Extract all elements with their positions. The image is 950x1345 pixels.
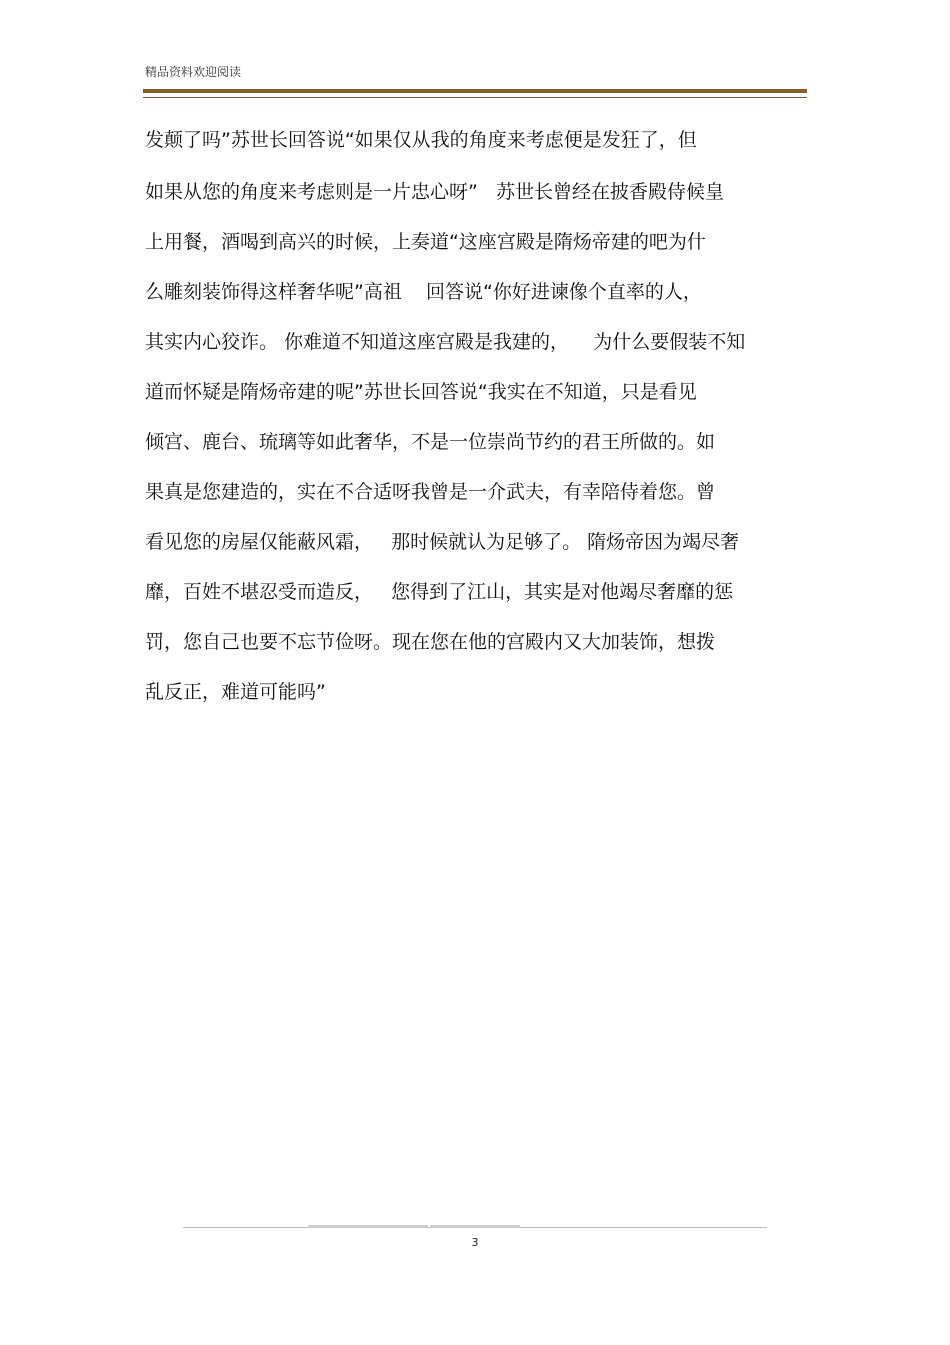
page-number: 3 <box>471 1236 479 1249</box>
body-line-9: 看见您的房屋仅能蔽风霜， 那时候就认为足够了。 隋炀帝因为竭尽奢 <box>145 531 740 553</box>
body-line-3: 上用餐，酒喝到高兴的时候，上奏道“这座宫殿是隋炀帝建的吧为什 <box>145 231 706 253</box>
header-rule-thick <box>143 89 807 93</box>
header-rule-thin <box>143 97 807 98</box>
header-title: 精品资料欢迎阅读 <box>145 65 242 79</box>
body-line-11: 罚，您自己也要不忘节俭呀。现在您在他的宫殿内又大加装饰，想拨 <box>145 631 716 653</box>
body-line-12: 乱反正，难道可能吗” <box>145 681 326 703</box>
body-line-2: 如果从您的角度来考虑则是一片忠心呀” 苏世长曾经在披香殿侍候皇 <box>145 181 724 203</box>
body-line-5: 其实内心狡诈。 你难道不知道这座宫殿是我建的， 为什么要假装不知 <box>145 331 746 353</box>
body-line-6: 道而怀疑是隋炀帝建的呢”苏世长回答说“我实在不知道，只是看见 <box>145 381 697 403</box>
footer-rule-accent-left <box>308 1225 428 1228</box>
body-line-8: 果真是您建造的，实在不合适呀我曾是一介武夫，有幸陪侍着您。曾 <box>145 481 716 503</box>
body-line-1: 发颠了吗”苏世长回答说“如果仅从我的角度来考虑便是发狂了，但 <box>145 129 697 151</box>
footer-rule-accent-right <box>430 1225 520 1228</box>
body-line-10: 靡，百姓不堪忍受而造反， 您得到了江山，其实是对他竭尽奢靡的惩 <box>145 581 734 603</box>
body-line-7: 倾宫、鹿台、琉璃等如此奢华，不是一位崇尚节约的君王所做的。如 <box>145 431 716 453</box>
body-line-4: 么雕刻装饰得这样奢华呢”高祖 回答说“你好进谏像个直率的人， <box>145 281 702 303</box>
